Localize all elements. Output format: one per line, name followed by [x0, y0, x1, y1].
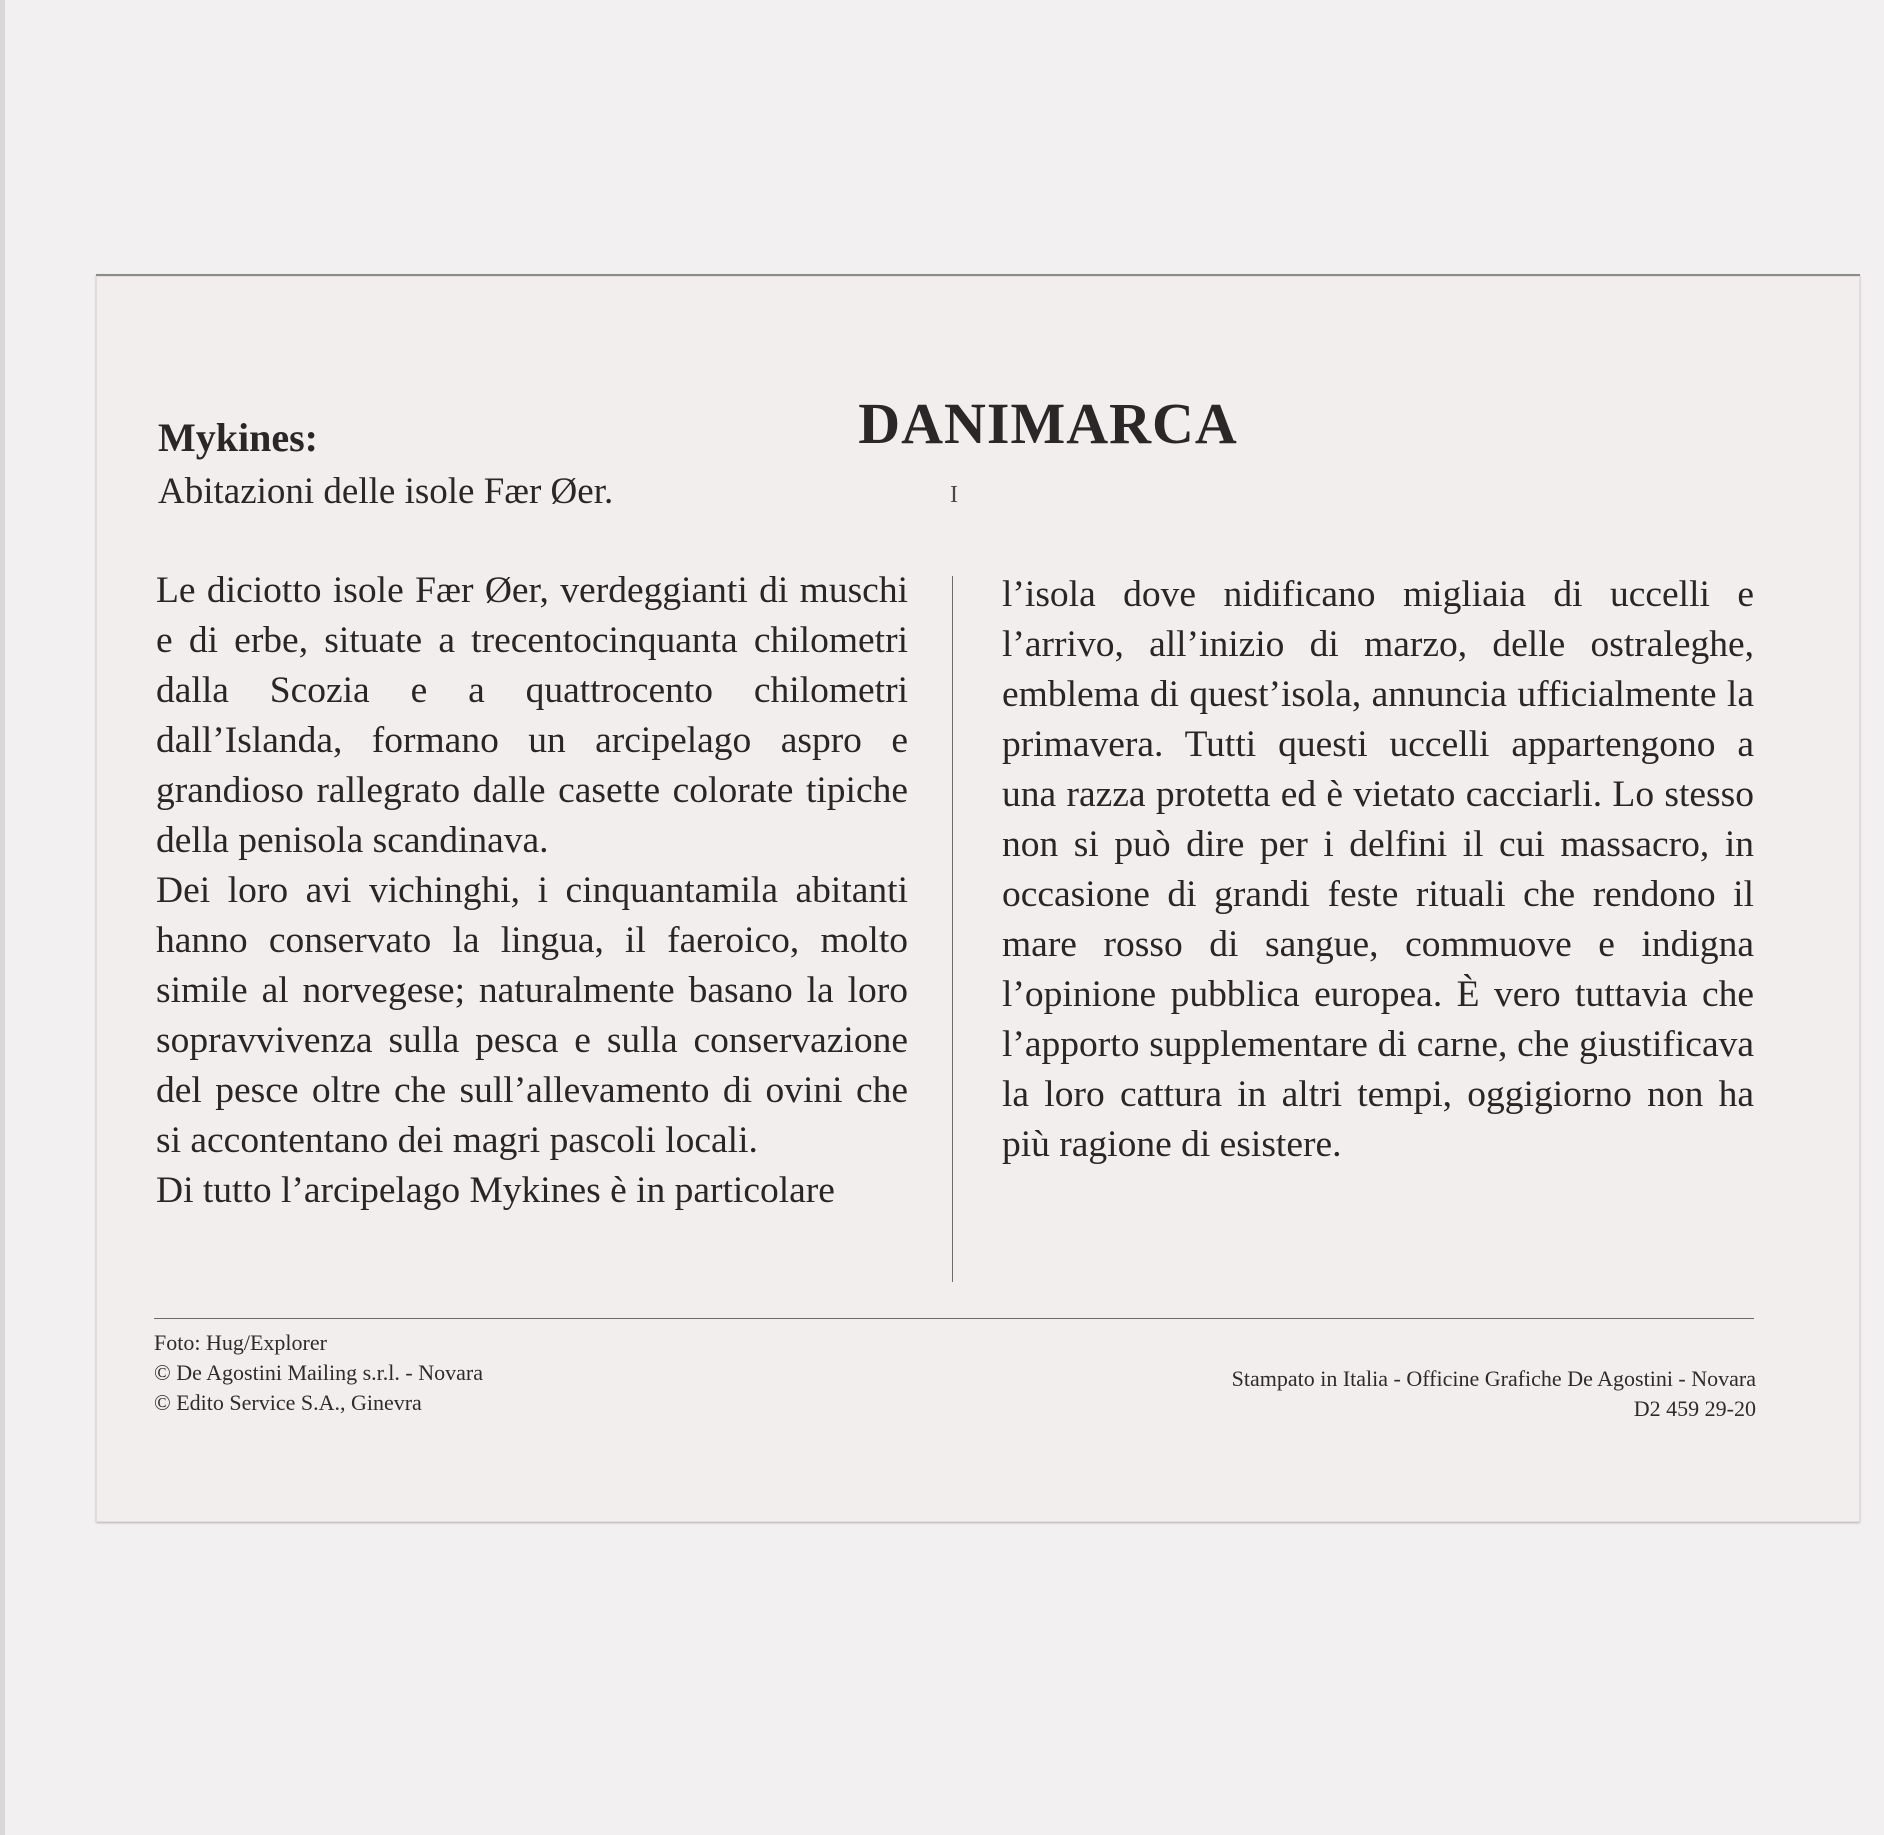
- card-title: DANIMARCA: [858, 391, 1238, 456]
- scan-edge: [0, 0, 5, 1835]
- credit-line: © Edito Service S.A., Ginevra: [154, 1390, 422, 1415]
- printer-line: Stampato in Italia - Officine Grafiche De Agostini - Novara: [1231, 1366, 1756, 1391]
- paragraph: Le diciotto isole Fær Øer, verdeggianti di muschi e di erbe, situate a trecentocinquanta chilometri dalla Scozia e a quattrocento chilometri dall’Islanda, formano un arcipelago aspro e grandioso rallegrato dalle casette colorate tipiche della penisola scandinava.: [156, 570, 908, 861]
- credit-line: Foto: Hug/Explorer: [154, 1330, 327, 1355]
- print-info: [1232, 1364, 1756, 1424]
- paragraph: Dei loro avi vichinghi, i cinquantamila abitanti hanno conservato la lingua, il faeroico, molto simile al norvegese; naturalmente basano la loro sopravvivenza sulla pesca e sulla conservazione del pesce oltre che sull’allevamento di ovini che si accontentano dei magri pascoli locali.: [156, 870, 908, 1161]
- place-name: Mykines:: [158, 415, 318, 460]
- credit-line: © De Agostini Mailing s.r.l. - Novara: [154, 1360, 483, 1385]
- paragraph: Di tutto l’arcipelago Mykines è in particolare: [156, 1170, 835, 1211]
- page-mark: I: [950, 482, 958, 508]
- footer-divider: [154, 1318, 1754, 1319]
- paragraph: l’isola dove nidificano migliaia di uccelli e l’arrivo, all’inizio di marzo, delle ostraleghe, emblema di quest’isola, annuncia ufficialmente la primavera. Tutti questi uccelli appartengono a una razza protetta ed è vietato cacciarli. Lo stesso non si può dire per i delfini il cui massacro, in occasione di grandi feste rituali che rendono il mare rosso di sangue, commuove e indigna l’opinione pubblica europea. È vero tuttavia che l’apporto supplementare di carne, che giustificava la loro cattura in altri tempi, oggigiorno non ha più ragione di esistere.: [1002, 574, 1754, 1165]
- postcard-back: [96, 274, 1860, 1522]
- column-divider: [952, 576, 953, 1282]
- text-column-right: [1002, 570, 1754, 1170]
- photo-caption: Abitazioni delle isole Fær Øer.: [158, 471, 614, 512]
- text-column-left: [156, 566, 908, 1216]
- photo-credits: [154, 1328, 483, 1418]
- product-code: D2 459 29-20: [1633, 1396, 1756, 1421]
